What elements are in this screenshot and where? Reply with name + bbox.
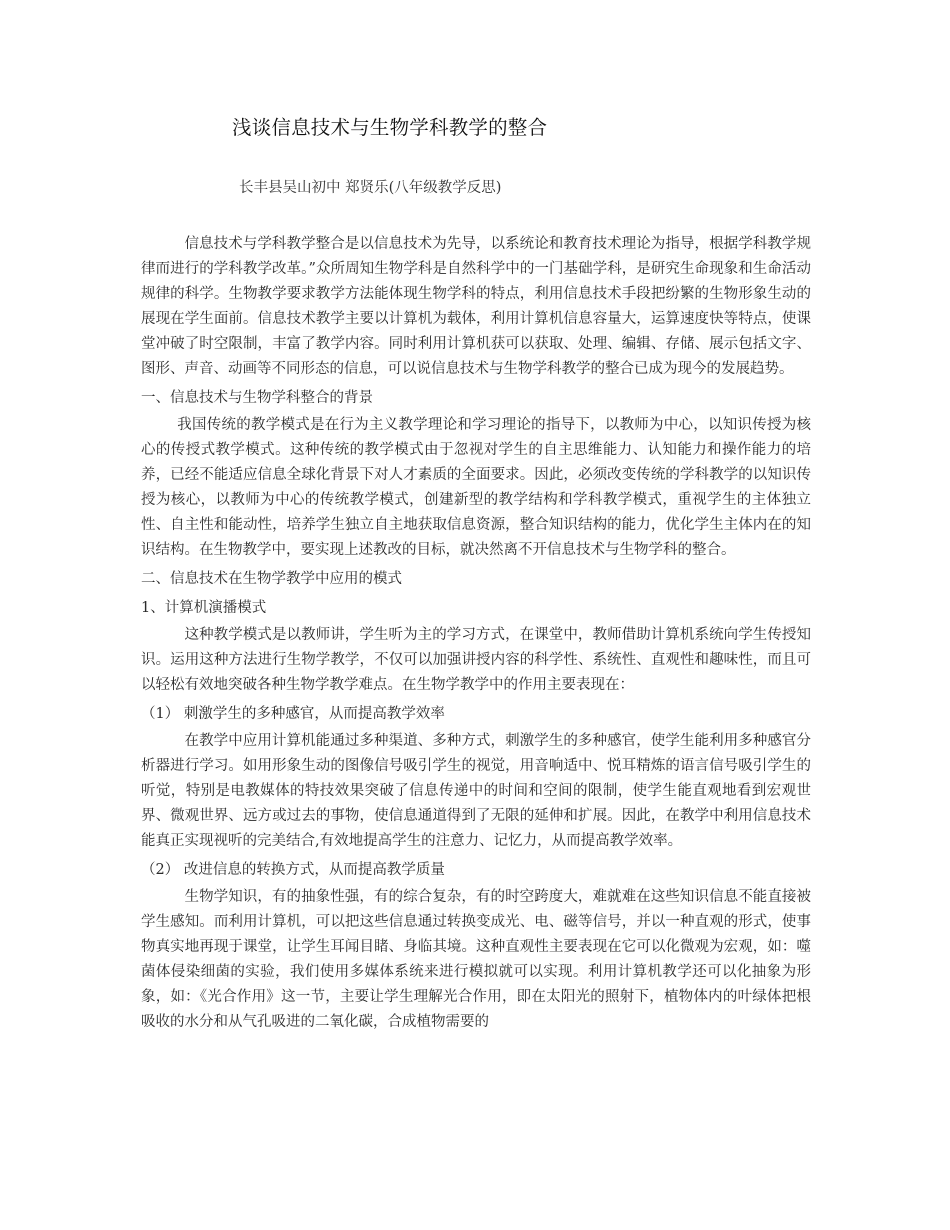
section-1-heading: 一、信息技术与生物学科整合的背景 (141, 390, 373, 406)
item-1-paragraph: 在教学中应用计算机能通过多种渠道、多种方式，刺激学生的多种感官，使学生能利用多种感官分析器进行学习。如用形象生动的图像信号吸引学生的视觉，用音响适中、悦耳精炼的语言信号吸引学生的听觉，特别是电教媒体的特技效果突破了信息传递中的时间和空间的限制，使学生能直观地看到宏观世界、微观世界、远方或过去的事物，使信息通道得到了无限的延伸和扩展。因此，在教学中利用信息技术能真正实现视听的完美结合,有效地提高学生的注意力、记忆力，从而提高教学效率。 (141, 733, 811, 849)
subsection-1-heading: 1、计算机演播模式 (141, 600, 267, 616)
author-byline: 长丰县吴山初中 郑贤乐(八年级教学反思) (239, 180, 502, 196)
item-2-heading: （2） 改进信息的转换方式，从而提高教学质量 (141, 862, 445, 878)
subsection-1-paragraph: 这种教学模式是以教师讲，学生听为主的学习方式，在课堂中，教师借助计算机系统向学生传授知识。运用这种方法进行生物学教学，不仅可以加强讲授内容的科学性、系统性、直观性和趣味性，而且可以轻松有效地突破各种生物学教学难点。在生物学教学中的作用主要表现在： (141, 627, 811, 693)
item-2-paragraph: 生物学知识，有的抽象性强，有的综合复杂，有的时空跨度大，难就难在这些知识信息不能直接被学生感知。而利用计算机，可以把这些信息通过转换变成光、电、磁等信号，并以一种直观的形式，使事物真实地再现于课堂，让学生耳闻目睹、身临其境。这种直观性主要表现在它可以化微观为宏观，如：噬菌体侵染细菌的实验，我们使用多媒体系统来进行模拟就可以实现。利用计算机教学还可以化抽象为形象，如：《光合作用》这一节，主要让学生理解光合作用，即在太阳光的照射下，植物体内的叶绿体把根吸收的水分和从气孔吸进的二氧化碳，合成植物需要的 (141, 889, 811, 1030)
item-1-heading: （1） 刺激学生的多种感官，从而提高教学效率 (141, 706, 445, 722)
document-body (141, 232, 811, 1035)
section-1-paragraph: 我国传统的教学模式是在行为主义教学理论和学习理论的指导下，以教师为中心，以知识传授为核心的传授式教学模式。这种传统的教学模式由于忽视对学生的自主思维能力、认知能力和操作能力的培养，已经不能适应信息全球化背景下对人才素质的全面要求。因此，必须改变传统的学科教学的以知识传授为核心，以教师为中心的传统教学模式，创建新型的教学结构和学科教学模式，重视学生的主体独立性、自主性和能动性，培养学生独立自主地获取信息资源，整合知识结构的能力，优化学生主体内在的知识结构。在生物教学中，要实现上述教改的目标，就决然离不开信息技术与生物学科的整合。 (141, 417, 811, 558)
section-2-heading: 二、信息技术在生物学教学中应用的模式 (141, 571, 402, 587)
intro-paragraph: 信息技术与学科教学整合是以信息技术为先导，以系统论和教育技术理论为指导，根据学科教学规律而进行的学科教学改革。”众所周知生物学科是自然科学中的一门基础学科，是研究生命现象和生命活动规律的科学。生物教学要求教学方法能体现生物学科的特点，利用信息技术手段把纷繁的生物形象生动的展现在学生面前。信息技术教学主要以计算机为载体，利用计算机信息容量大，运算速度快等特点，使课堂冲破了时空限制，丰富了教学内容。同时利用计算机获可以获取、处理、编辑、存储、展示包括文字、图形、声音、动画等不同形态的信息，可以说信息技术与生物学科教学的整合已成为现今的发展趋势。 (141, 236, 811, 377)
document-title: 浅谈信息技术与生物学科教学的整合 (232, 116, 548, 139)
